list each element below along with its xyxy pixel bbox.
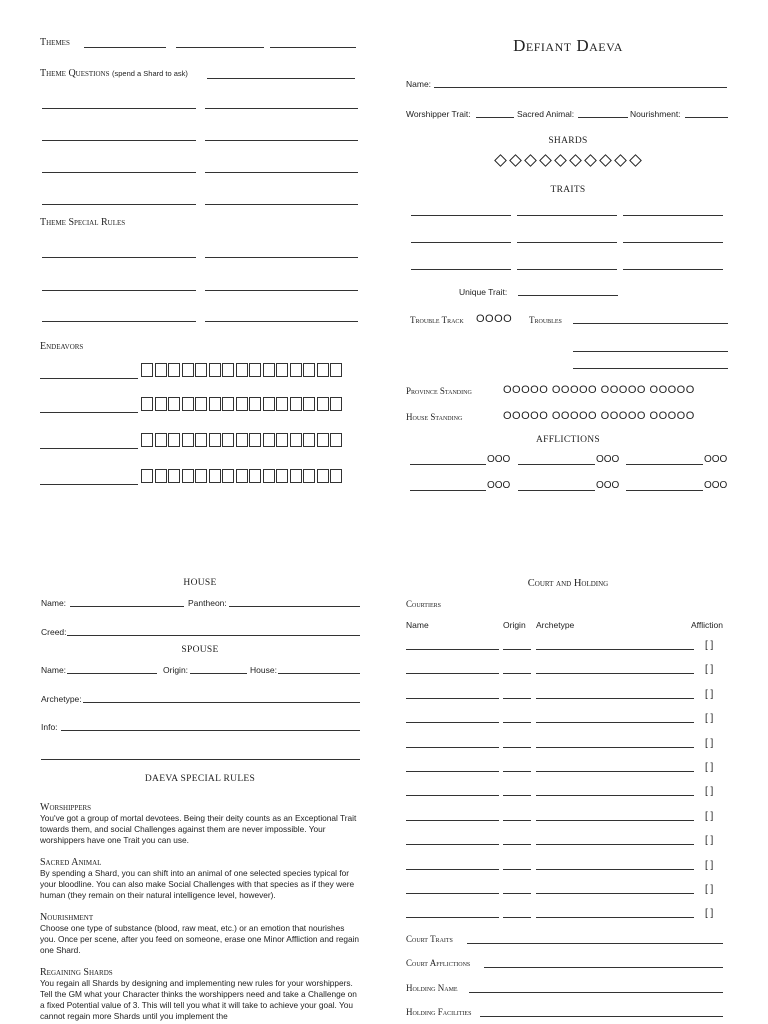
rule-worshippers-text: You've got a group of mortal devotees. Being their deity counts as an Exceptional Trait towards them, and social Challenges against them are never impossible. Your worshippers have one Trait you can use.	[40, 813, 357, 845]
court-label: Court and Holding	[527, 578, 609, 589]
theme-answer-line[interactable]	[205, 140, 358, 141]
endeavor-checkbox[interactable]	[303, 433, 315, 447]
endeavor-checkbox[interactable]	[222, 469, 234, 483]
endeavor-checkbox[interactable]	[263, 363, 275, 377]
endeavor-checkbox[interactable]	[236, 363, 248, 377]
daeva-rules-label: DAEVA SPECIAL RULES	[144, 774, 256, 784]
courtier-affliction-checkbox[interactable]: [ ]	[705, 859, 714, 871]
endeavor-checkbox[interactable]	[263, 397, 275, 411]
col-archetype-header: Archetype	[536, 620, 575, 630]
affliction-circles[interactable]: OOO	[596, 454, 620, 465]
shard-diamond-icon[interactable]	[539, 154, 552, 167]
endeavor-checkbox[interactable]	[290, 363, 302, 377]
endeavor-checkbox[interactable]	[141, 433, 153, 447]
shard-diamond-icon[interactable]	[509, 154, 522, 167]
holding-facilities-line[interactable]	[480, 1016, 723, 1017]
courtier-name-line[interactable]	[406, 820, 499, 821]
house-standing-circles[interactable]: OOOOO OOOOO OOOOO OOOOO	[503, 410, 695, 422]
endeavor-checkbox[interactable]	[222, 363, 234, 377]
courtier-name-line[interactable]	[406, 795, 499, 796]
spouse-origin-label: Origin:	[163, 665, 189, 675]
unique-trait-line[interactable]	[518, 295, 618, 296]
courtier-archetype-line[interactable]	[536, 795, 694, 796]
endeavor-checkbox[interactable]	[263, 433, 275, 447]
courtier-name-line[interactable]	[406, 698, 499, 699]
court-afflictions-label: Court Afflictions	[406, 958, 471, 968]
endeavor-checkbox[interactable]	[182, 363, 194, 377]
endeavor-checkbox[interactable]	[209, 469, 221, 483]
rule-worshippers	[40, 802, 362, 846]
theme-line-2[interactable]	[176, 47, 264, 48]
affliction-circles[interactable]: OOO	[487, 480, 511, 491]
trait-line[interactable]	[411, 269, 511, 270]
holding-name-label: Holding Name	[406, 983, 458, 993]
endeavor-checkbox[interactable]	[290, 469, 302, 483]
endeavor-checkbox[interactable]	[195, 469, 207, 483]
courtier-name-line[interactable]	[406, 673, 499, 674]
courtier-name-line[interactable]	[406, 917, 499, 918]
rule-sacred-animal-text: By spending a Shard, you can shift into an animal of one selected species typical for your bloodline. You can also make Social Challenges with that species as if they were human (they remain on their natural intelligence level, however).	[40, 868, 355, 900]
courtier-affliction-checkbox[interactable]: [ ]	[705, 908, 714, 920]
endeavor-checkbox[interactable]	[317, 469, 329, 483]
theme-questions-header	[40, 68, 188, 79]
endeavor-checkbox[interactable]	[276, 397, 288, 411]
courtier-affliction-checkbox[interactable]: [ ]	[705, 688, 714, 700]
spouse-info-label: Info:	[41, 722, 58, 732]
endeavor-checkbox[interactable]	[276, 363, 288, 377]
theme-rule-line[interactable]	[42, 321, 196, 322]
endeavor-name-line[interactable]	[40, 412, 138, 413]
courtier-name-line[interactable]	[406, 869, 499, 870]
courtier-origin-line[interactable]	[503, 722, 531, 723]
holding-facilities-label: Holding Facilities	[406, 1007, 472, 1017]
theme-answer-line[interactable]	[42, 204, 196, 205]
endeavor-checkbox[interactable]	[303, 363, 315, 377]
theme-line-1[interactable]	[84, 47, 166, 48]
courtier-archetype-line[interactable]	[536, 869, 694, 870]
unique-trait-label: Unique Trait:	[459, 287, 508, 297]
endeavor-checkbox[interactable]	[209, 433, 221, 447]
courtier-affliction-checkbox[interactable]: [ ]	[705, 835, 714, 847]
courtier-affliction-checkbox[interactable]: [ ]	[705, 786, 714, 798]
shard-diamond-icon[interactable]	[599, 154, 612, 167]
endeavor-checkbox[interactable]	[155, 433, 167, 447]
affliction-circles[interactable]: OOO	[704, 454, 728, 465]
endeavor-checkbox[interactable]	[236, 433, 248, 447]
endeavor-checkbox[interactable]	[303, 469, 315, 483]
spouse-house-line[interactable]	[278, 673, 360, 674]
theme-answer-line[interactable]	[205, 108, 358, 109]
shard-diamond-icon[interactable]	[614, 154, 627, 167]
house-name-line[interactable]	[70, 606, 184, 607]
shard-diamond-icon[interactable]	[554, 154, 567, 167]
rule-sacred-animal	[40, 857, 362, 901]
rule-regaining-shards	[40, 967, 362, 1022]
endeavor-checkbox[interactable]	[303, 397, 315, 411]
endeavor-checkbox[interactable]	[155, 363, 167, 377]
afflictions-label: AFFLICTIONS	[535, 435, 600, 445]
endeavor-boxes	[141, 363, 344, 379]
courtier-name-line[interactable]	[406, 722, 499, 723]
endeavor-boxes	[141, 433, 344, 449]
theme-rule-line[interactable]	[42, 257, 196, 258]
courtier-archetype-line[interactable]	[536, 649, 694, 650]
endeavor-checkbox[interactable]	[236, 469, 248, 483]
sacred-animal-line[interactable]	[578, 117, 628, 118]
endeavor-name-line[interactable]	[40, 484, 138, 485]
rule-nourishment-text: Choose one type of substance (blood, raw meat, etc.) or an emotion that nourishes you. Once per scene, after you feed on someone, erase one Minor Affliction and regain one Shard.	[40, 923, 360, 955]
endeavor-checkbox[interactable]	[222, 397, 234, 411]
affliction-circles[interactable]: OOO	[487, 454, 511, 465]
courtier-archetype-line[interactable]	[536, 698, 694, 699]
courtier-archetype-line[interactable]	[536, 722, 694, 723]
trait-line[interactable]	[517, 215, 617, 216]
spouse-house-label: House:	[250, 665, 277, 675]
theme-rule-line[interactable]	[205, 257, 358, 258]
endeavor-checkbox[interactable]	[141, 469, 153, 483]
endeavor-checkbox[interactable]	[168, 397, 180, 411]
creed-label: Creed:	[41, 627, 67, 637]
trait-line[interactable]	[623, 269, 723, 270]
endeavor-name-line[interactable]	[40, 448, 138, 449]
worshipper-trait-line[interactable]	[476, 117, 514, 118]
troubles-line-2[interactable]	[573, 351, 728, 352]
shard-diamond-icon[interactable]	[524, 154, 537, 167]
endeavor-checkbox[interactable]	[249, 433, 261, 447]
courtiers-label: Courtiers	[406, 599, 441, 609]
courtier-affliction-checkbox[interactable]: [ ]	[705, 737, 714, 749]
courtier-affliction-checkbox[interactable]: [ ]	[705, 664, 714, 676]
endeavor-checkbox[interactable]	[182, 469, 194, 483]
courtier-affliction-checkbox[interactable]: [ ]	[705, 884, 714, 895]
courtier-origin-line[interactable]	[503, 747, 531, 748]
theme-rule-line[interactable]	[42, 290, 196, 291]
affliction-circles[interactable]: OOO	[596, 480, 620, 491]
endeavor-boxes	[141, 397, 344, 413]
spouse-name-label: Name:	[41, 665, 67, 675]
endeavor-checkbox[interactable]	[141, 397, 153, 411]
spouse-archetype-label: Archetype:	[41, 694, 82, 704]
troubles-line-3[interactable]	[573, 368, 728, 369]
shard-diamond-icon[interactable]	[629, 154, 642, 167]
worshipper-trait-label: Worshipper Trait:	[406, 109, 471, 119]
rule-regaining-shards-text: You regain all Shards by designing and implementing new rules for your worshippers. Tell the GM what your Character thinks the worshippers need and take a Challenge on a fixed Potential value of 3. This will tell you what it will take to achieve your goal. You cannot regain more Shards until you implement the	[40, 978, 357, 1021]
endeavor-checkbox[interactable]	[195, 433, 207, 447]
endeavor-checkbox[interactable]	[209, 363, 221, 377]
trouble-track-label: Trouble Track	[410, 315, 464, 325]
creed-line[interactable]	[67, 635, 360, 636]
courtier-archetype-line[interactable]	[536, 673, 694, 674]
page-title: Defiant Daeva	[513, 36, 623, 55]
affliction-line[interactable]	[518, 464, 595, 465]
courtier-origin-line[interactable]	[503, 795, 531, 796]
rule-regaining-shards-title: Regaining Shards	[40, 967, 113, 978]
nourishment-line[interactable]	[685, 117, 728, 118]
col-name-header: Name	[406, 620, 429, 630]
courtier-origin-line[interactable]	[503, 917, 531, 918]
courtier-name-line[interactable]	[406, 844, 499, 845]
court-traits-label: Court Traits	[406, 934, 453, 944]
affliction-circles[interactable]: OOO	[704, 480, 728, 491]
courtier-origin-line[interactable]	[503, 771, 531, 772]
endeavor-checkbox[interactable]	[317, 397, 329, 411]
troubles-label: Troubles	[529, 315, 562, 325]
endeavor-boxes	[141, 469, 344, 485]
name-line[interactable]	[434, 87, 727, 88]
endeavor-checkbox[interactable]	[141, 363, 153, 377]
shard-diamond-icon[interactable]	[584, 154, 597, 167]
rule-nourishment-title: Nourishment	[40, 912, 94, 923]
rule-nourishment	[40, 912, 362, 956]
rule-sacred-animal-title: Sacred Animal	[40, 857, 102, 868]
court-afflictions-line[interactable]	[484, 967, 723, 968]
courtier-archetype-line[interactable]	[536, 820, 694, 821]
endeavor-checkbox[interactable]	[222, 433, 234, 447]
endeavor-checkbox[interactable]	[330, 363, 342, 377]
col-origin-header: Origin	[503, 620, 526, 630]
affliction-line[interactable]	[626, 490, 703, 491]
endeavor-checkbox[interactable]	[317, 433, 329, 447]
shard-diamond-icon[interactable]	[494, 154, 507, 167]
courtier-archetype-line[interactable]	[536, 917, 694, 918]
courtier-origin-line[interactable]	[503, 820, 531, 821]
shards-diamonds	[380, 156, 756, 167]
pantheon-label: Pantheon:	[188, 598, 227, 608]
theme-answer-line[interactable]	[42, 140, 196, 141]
endeavor-checkbox[interactable]	[330, 433, 342, 447]
spouse-archetype-line[interactable]	[83, 702, 360, 703]
courtier-affliction-checkbox[interactable]: [ ]	[705, 810, 714, 822]
house-name-label: Name:	[41, 598, 67, 608]
theme-question-line[interactable]	[207, 78, 355, 79]
rule-worshippers-title: Worshippers	[40, 802, 92, 813]
col-affliction-header: Affliction	[691, 620, 723, 630]
courtier-archetype-line[interactable]	[536, 771, 694, 772]
courtier-origin-line[interactable]	[503, 869, 531, 870]
endeavor-checkbox[interactable]	[276, 469, 288, 483]
endeavor-checkbox[interactable]	[168, 433, 180, 447]
courtier-affliction-checkbox[interactable]: [ ]	[705, 640, 714, 651]
spouse-info-line-2[interactable]	[41, 759, 360, 760]
spouse-info-line-1[interactable]	[61, 730, 360, 731]
affliction-line[interactable]	[410, 490, 486, 491]
theme-answer-line[interactable]	[42, 108, 196, 109]
theme-rule-line[interactable]	[205, 321, 358, 322]
courtier-origin-line[interactable]	[503, 844, 531, 845]
affliction-line[interactable]	[518, 490, 595, 491]
courtier-origin-line[interactable]	[503, 673, 531, 674]
pantheon-line[interactable]	[229, 606, 360, 607]
troubles-line-1[interactable]	[573, 323, 728, 324]
endeavor-checkbox[interactable]	[195, 363, 207, 377]
province-standing-label: Province Standing	[406, 386, 472, 396]
house-label: HOUSE	[183, 578, 217, 588]
endeavor-checkbox[interactable]	[249, 363, 261, 377]
endeavor-checkbox[interactable]	[263, 469, 275, 483]
themes-label: Themes	[40, 37, 70, 48]
courtier-archetype-line[interactable]	[536, 747, 694, 748]
endeavor-name-line[interactable]	[40, 378, 138, 379]
name-label: Name:	[406, 79, 432, 89]
courtier-name-line[interactable]	[406, 649, 499, 650]
traits-label: TRAITS	[550, 185, 586, 195]
theme-questions-note: (spend a Shard to ask)	[112, 69, 188, 78]
endeavor-checkbox[interactable]	[249, 397, 261, 411]
theme-answer-line[interactable]	[42, 172, 196, 173]
nourishment-label: Nourishment:	[630, 109, 681, 119]
theme-line-3[interactable]	[270, 47, 356, 48]
endeavor-checkbox[interactable]	[276, 433, 288, 447]
courtier-archetype-line[interactable]	[536, 893, 694, 894]
holding-name-line[interactable]	[469, 992, 723, 993]
theme-answer-line[interactable]	[205, 204, 358, 205]
courtier-origin-line[interactable]	[503, 698, 531, 699]
endeavor-checkbox[interactable]	[168, 469, 180, 483]
theme-special-rules-label: Theme Special Rules	[40, 217, 126, 228]
courtier-origin-line[interactable]	[503, 649, 531, 650]
trait-line[interactable]	[411, 215, 511, 216]
theme-questions-label: Theme Questions	[40, 68, 110, 79]
trait-line[interactable]	[623, 215, 723, 216]
endeavor-checkbox[interactable]	[155, 469, 167, 483]
endeavor-checkbox[interactable]	[168, 363, 180, 377]
spouse-origin-line[interactable]	[190, 673, 247, 674]
endeavor-checkbox[interactable]	[330, 469, 342, 483]
courtier-name-line[interactable]	[406, 771, 499, 772]
endeavor-checkbox[interactable]	[290, 433, 302, 447]
endeavors-label: Endeavors	[40, 341, 84, 352]
theme-answer-line[interactable]	[205, 172, 358, 173]
courtier-archetype-line[interactable]	[536, 844, 694, 845]
trouble-track-circles[interactable]: OOOO	[476, 313, 513, 325]
endeavor-checkbox[interactable]	[290, 397, 302, 411]
theme-rule-line[interactable]	[205, 290, 358, 291]
trait-line[interactable]	[623, 242, 723, 243]
affliction-line[interactable]	[410, 464, 486, 465]
spouse-name-line[interactable]	[67, 673, 157, 674]
endeavor-checkbox[interactable]	[182, 397, 194, 411]
endeavor-checkbox[interactable]	[249, 469, 261, 483]
endeavor-checkbox[interactable]	[209, 397, 221, 411]
court-traits-line[interactable]	[467, 943, 723, 944]
endeavor-checkbox[interactable]	[155, 397, 167, 411]
endeavor-checkbox[interactable]	[195, 397, 207, 411]
endeavor-checkbox[interactable]	[317, 363, 329, 377]
trait-line[interactable]	[517, 269, 617, 270]
shards-label: SHARDS	[548, 136, 588, 146]
trait-line[interactable]	[517, 242, 617, 243]
courtier-name-line[interactable]	[406, 747, 499, 748]
affliction-line[interactable]	[626, 464, 703, 465]
endeavor-checkbox[interactable]	[236, 397, 248, 411]
province-standing-circles[interactable]: OOOOO OOOOO OOOOO OOOOO	[503, 384, 695, 396]
courtier-affliction-checkbox[interactable]: [ ]	[705, 762, 714, 773]
sacred-animal-label: Sacred Animal:	[517, 109, 575, 119]
endeavor-checkbox[interactable]	[182, 433, 194, 447]
house-standing-label: House Standing	[406, 412, 463, 422]
shard-diamond-icon[interactable]	[569, 154, 582, 167]
courtier-affliction-checkbox[interactable]: [ ]	[705, 713, 714, 725]
courtier-origin-line[interactable]	[503, 893, 531, 894]
endeavor-checkbox[interactable]	[330, 397, 342, 411]
trait-line[interactable]	[411, 242, 511, 243]
courtier-name-line[interactable]	[406, 893, 499, 894]
spouse-label: SPOUSE	[181, 645, 219, 655]
